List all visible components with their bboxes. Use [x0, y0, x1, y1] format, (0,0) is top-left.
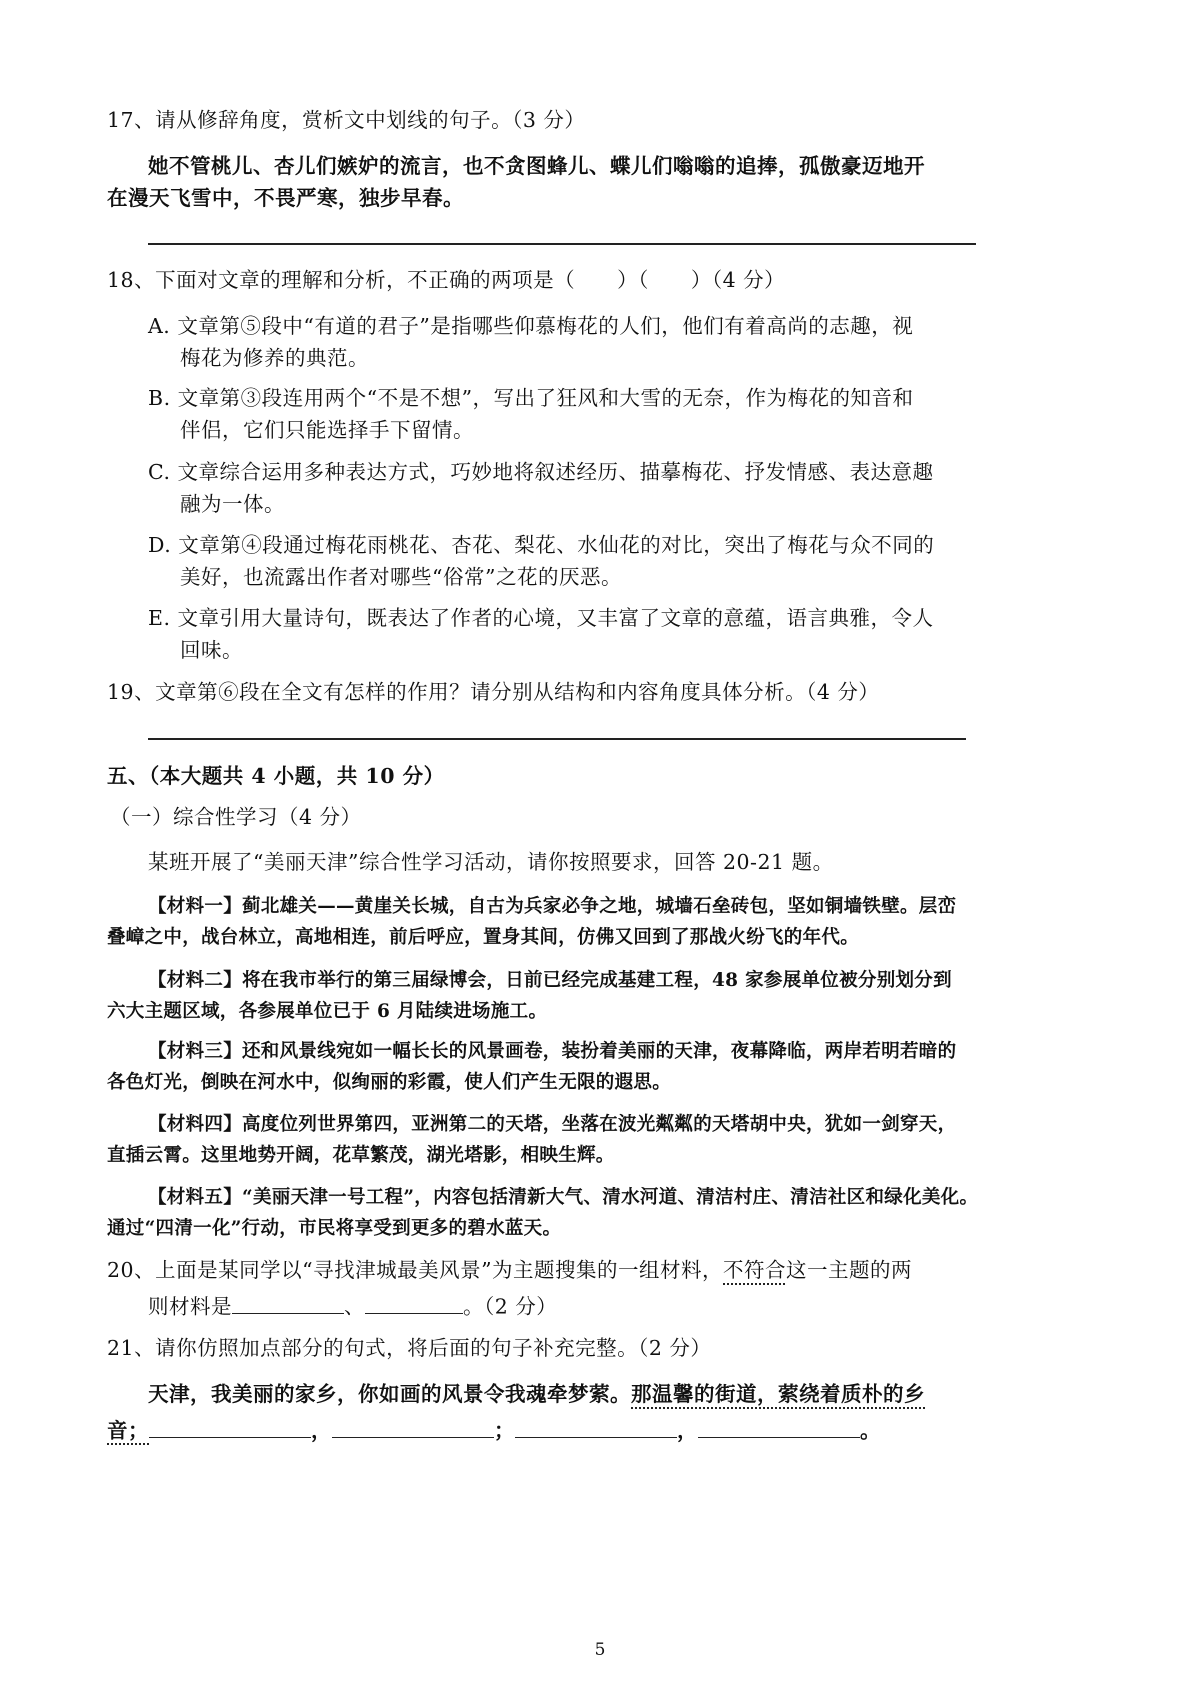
- q20-dotted-emphasis: 不符合: [723, 1258, 787, 1282]
- q18-option-a-line2: 梅花为修养的典范。: [180, 346, 369, 370]
- material-1-line1: 【材料一】蓟北雄关——黄崖关长城，自古为兵家必争之地，城墙石垒砖包，坚如铜墙铁壁。层峦: [148, 896, 957, 917]
- q20-text-b: 这一主题的两: [786, 1258, 913, 1282]
- q18-option-e-line2: 回味。: [180, 638, 243, 662]
- section5-intro: 某班开展了“美丽天津”综合性学习活动，请你按照要求，回答 20-21 题。: [148, 850, 834, 874]
- q21-sep-1: ，: [311, 1418, 332, 1443]
- q21-blank-2[interactable]: [332, 1415, 494, 1438]
- q18-option-d-line2: 美好，也流露出作者对哪些“俗常”之花的厌恶。: [180, 565, 622, 589]
- q17-prompt: 17、请从修辞角度，赏析文中划线的句子。（3 分）: [107, 108, 586, 132]
- q21-blank-4[interactable]: [698, 1415, 860, 1438]
- material-4-line2: 直插云霄。这里地势开阔，花草繁茂，湖光塔影，相映生辉。: [107, 1145, 615, 1166]
- q18-option-b-line1: B. 文章第③段连用两个“不是不想”，写出了狂风和大雪的无奈，作为梅花的知音和: [148, 386, 914, 410]
- q20-points: 。（2 分）: [463, 1294, 558, 1319]
- q20-blank-1[interactable]: [232, 1291, 344, 1314]
- q21-sep-2: ；: [494, 1418, 515, 1443]
- material-4-line1: 【材料四】高度位列世界第四，亚洲第二的天塔，坐落在波光粼粼的天塔胡中央，犹如一剑穿天，: [148, 1114, 957, 1135]
- q20-prompt-line2: [148, 1291, 557, 1319]
- q19-prompt: 19、文章第⑥段在全文有怎样的作用？请分别从结构和内容角度具体分析。（4 分）: [107, 680, 880, 704]
- q21-dotted-phrase-end: 音；: [107, 1418, 149, 1443]
- page-number: 5: [594, 1640, 606, 1660]
- q17-quote-line1: 她不管桃儿、杏儿们嫉妒的流言，也不贪图蜂儿、蝶儿们嗡嗡的追捧，孤傲豪迈地开: [148, 154, 925, 178]
- material-3-line2: 各色灯光，倒映在河水中，似绚丽的彩霞，使人们产生无限的遐思。: [107, 1072, 672, 1093]
- q21-sep-3: ，: [677, 1418, 698, 1443]
- q18-option-e-line1: E. 文章引用大量诗句，既表达了作者的心境，又丰富了文章的意蕴，语言典雅，令人: [148, 606, 934, 630]
- q19-answer-line[interactable]: [148, 738, 966, 740]
- material-1-line2: 叠嶂之中，战台林立，高地相连，前后呼应，置身其间，仿佛又回到了那战火纷飞的年代。: [107, 927, 860, 948]
- q20-blank-2[interactable]: [365, 1291, 463, 1314]
- q18-prompt: 18、下面对文章的理解和分析，不正确的两项是（ ）（ ）（4 分）: [107, 268, 786, 292]
- q21-dotted-phrase: 那温馨的街道，萦绕着质朴的乡: [631, 1382, 925, 1406]
- q20-separator: 、: [344, 1294, 365, 1319]
- q21-blank-1[interactable]: [149, 1415, 311, 1438]
- q21-sentence-line2: [107, 1415, 881, 1443]
- q21-end: 。: [860, 1418, 881, 1443]
- section5-title: 五、（本大题共 4 小题，共 10 分）: [107, 764, 445, 788]
- material-5-line2: 通过“四清一化”行动，市民将享受到更多的碧水蓝天。: [107, 1218, 562, 1239]
- q17-answer-line[interactable]: [148, 243, 976, 245]
- q20-text-a: 20、上面是某同学以“寻找津城最美风景”为主题搜集的一组材料，: [107, 1258, 724, 1282]
- q18-option-b-line2: 伴侣，它们只能选择手下留情。: [180, 418, 474, 442]
- material-5-line1: 【材料五】“美丽天津一号工程”，内容包括清新大气、清水河道、清洁村庄、清洁社区和绿化美化。: [148, 1187, 979, 1208]
- q21-prompt: 21、请你仿照加点部分的句式，将后面的句子补充完整。（2 分）: [107, 1336, 712, 1360]
- q20-prompt-line1: [107, 1258, 912, 1283]
- q21-sentence-line1: [148, 1382, 925, 1407]
- q18-option-a-line1: A. 文章第⑤段中“有道的君子”是指哪些仰慕梅花的人们，他们有着高尚的志趣，视: [148, 314, 914, 338]
- q17-quote-line2: 在漫天飞雪中，不畏严寒，独步早春。: [107, 186, 464, 210]
- q18-option-d-line1: D. 文章第④段通过梅花雨桃花、杏花、梨花、水仙花的对比，突出了梅花与众不同的: [148, 533, 935, 557]
- material-3-line1: 【材料三】还和风景线宛如一幅长长的风景画卷，装扮着美丽的天津，夜幕降临，两岸若明若暗的: [148, 1041, 957, 1062]
- section5-subtitle: （一）综合性学习（4 分）: [110, 805, 362, 829]
- material-2-line1: 【材料二】将在我市举行的第三届绿博会，日前已经完成基建工程，48 家参展单位被分别划分到: [148, 970, 952, 991]
- q21-sentence-a: 天津，我美丽的家乡，你如画的风景令我魂牵梦萦。: [148, 1382, 631, 1406]
- q20-line2-text: 则材料是: [148, 1294, 232, 1319]
- material-2-line2: 六大主题区域，各参展单位已于 6 月陆续进场施工。: [107, 1001, 548, 1022]
- q21-blank-3[interactable]: [515, 1415, 677, 1438]
- q18-option-c-line2: 融为一体。: [180, 492, 285, 516]
- q18-option-c-line1: C. 文章综合运用多种表达方式，巧妙地将叙述经历、描摹梅花、抒发情感、表达意趣: [148, 460, 934, 484]
